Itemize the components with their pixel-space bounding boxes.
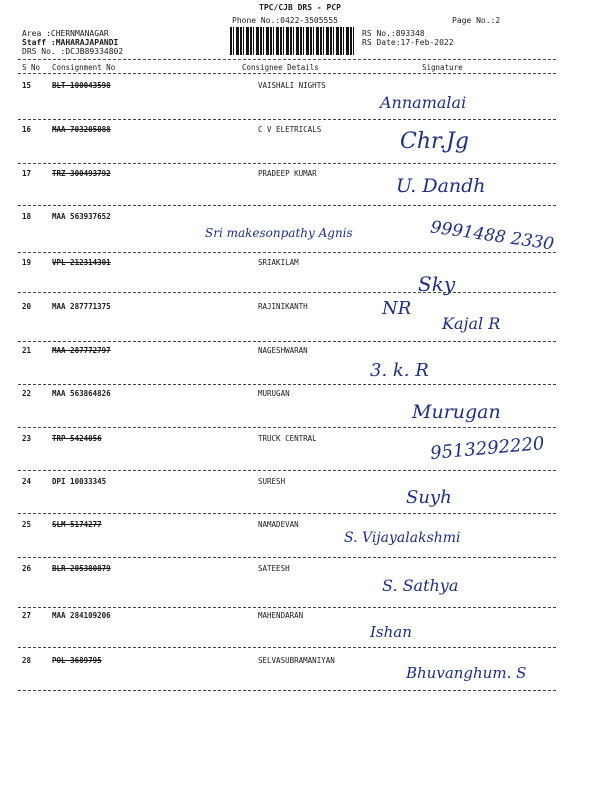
staff-field: Staff :MAHARAJAPANDI [22, 38, 119, 47]
row-sno: 15 [22, 81, 32, 90]
row-consignment: TRP 5424056 [52, 434, 102, 443]
row-consignment: VPL 212314301 [52, 258, 111, 267]
row-divider [18, 427, 556, 428]
row-divider [18, 647, 556, 648]
table-row [0, 656, 600, 698]
row-sno: 17 [22, 169, 32, 178]
row-consignment: DPI 10033345 [52, 477, 107, 486]
table-row [0, 389, 600, 431]
row-divider [18, 513, 556, 514]
row-sno: 23 [22, 434, 32, 443]
row-divider [18, 252, 556, 253]
row-sno: 21 [22, 346, 32, 355]
handwritten-phone-number: 9513292220 [429, 433, 546, 464]
row-sno: 20 [22, 302, 32, 311]
row-consignee: VAISHALI NIGHTS [258, 81, 326, 90]
row-consignment: MAA 703205088 [52, 125, 111, 134]
row-divider [18, 557, 556, 558]
row-sno: 26 [22, 564, 32, 573]
barcode [230, 27, 354, 55]
document-title: TPC/CJB DRS - PCP [259, 3, 341, 12]
row-consignee: SELVASUBRAMANIYAN [258, 656, 335, 665]
handwritten-signature: 3. k. R [370, 360, 429, 381]
row-sno: 19 [22, 258, 32, 267]
row-consignee: SURESH [258, 477, 286, 486]
handwritten-signature: S. Sathya [382, 576, 459, 595]
row-consignee: NAGESHWARAN [258, 346, 308, 355]
row-sno: 25 [22, 520, 32, 529]
handwritten-signature: Bhuvanghum. S [406, 664, 527, 682]
row-consignee: RAJINIKANTH [258, 302, 308, 311]
row-divider [18, 292, 556, 293]
rs-date: RS Date:17-Feb-2022 [362, 38, 454, 47]
row-divider [18, 163, 556, 164]
table-row [0, 346, 600, 388]
table-row [0, 564, 600, 606]
row-consignee: MURUGAN [258, 389, 290, 398]
area-field: Area :CHERNMANAGAR [22, 29, 109, 38]
row-sno: 16 [22, 125, 32, 134]
table-row [0, 298, 600, 344]
row-divider [18, 205, 556, 206]
col-header-consignee: Consignee Details [242, 63, 319, 72]
handwritten-signature: NR [382, 298, 412, 319]
row-consignment: MAA 287771375 [52, 302, 111, 311]
row-consignment: POL 3689795 [52, 656, 102, 665]
row-consignment: MAA 563937652 [52, 212, 111, 221]
row-consignment: SLM 5174277 [52, 520, 102, 529]
row-sno: 24 [22, 477, 32, 486]
row-consignment: BLT 100043598 [52, 81, 111, 90]
row-divider [18, 607, 556, 608]
col-header-signature: Signature [422, 63, 463, 72]
table-row [0, 258, 600, 300]
row-consignee: TRUCK CENTRAL [258, 434, 317, 443]
row-divider [18, 119, 556, 120]
table-row [0, 520, 600, 562]
col-header-sno: S No [22, 63, 41, 72]
header-rule-bottom [18, 73, 556, 74]
row-sno: 27 [22, 611, 32, 620]
header-rule-top [18, 59, 556, 60]
row-divider [18, 341, 556, 342]
col-header-consignment: Consignment No [52, 63, 116, 72]
row-consignment: BLR 205380879 [52, 564, 111, 573]
table-row [0, 125, 600, 167]
row-consignee: MAHENDARAN [258, 611, 304, 620]
handwritten-signature: Annamalai [380, 93, 467, 112]
row-consignee: C V ELETRICALS [258, 125, 322, 134]
row-consignment: TRZ 300493792 [52, 169, 111, 178]
row-sno: 18 [22, 212, 32, 221]
drs-number: DRS No. :DCJB89334802 [22, 47, 124, 56]
handwritten-signature: S. Vijayalakshmi [344, 530, 461, 546]
row-sno: 28 [22, 656, 32, 665]
row-divider [18, 690, 556, 691]
phone-number: Phone No.:0422-3505555 [232, 16, 338, 25]
handwritten-signature: U. Dandh [396, 175, 486, 197]
handwritten-consignee-note: Sri makesonpathy Agnis [205, 226, 353, 240]
handwritten-signature: 9991488 2330 [429, 217, 556, 255]
handwritten-signature-secondary: Kajal R [442, 314, 501, 333]
page-number: Page No.:2 [452, 16, 501, 25]
row-divider [18, 384, 556, 385]
handwritten-signature: Suyh [406, 487, 452, 508]
table-row [0, 212, 600, 254]
row-consignee: SRIAKILAM [258, 258, 299, 267]
row-consignee: PRADEEP KUMAR [258, 169, 317, 178]
row-consignment: MAA 287772797 [52, 346, 111, 355]
handwritten-signature: Ishan [370, 623, 412, 641]
row-sno: 22 [22, 389, 32, 398]
row-consignee: NAMADEVAN [258, 520, 299, 529]
handwritten-signature: Murugan [412, 401, 501, 423]
row-consignee: SATEESH [258, 564, 290, 573]
row-consignment: MAA 284109206 [52, 611, 111, 620]
row-consignment: MAA 563864826 [52, 389, 111, 398]
rs-number: RS No.:893348 [362, 29, 425, 38]
row-divider [18, 470, 556, 471]
handwritten-signature: Sky [418, 272, 456, 296]
handwritten-signature: Chr.Jg [400, 129, 469, 154]
table-row [0, 81, 600, 123]
